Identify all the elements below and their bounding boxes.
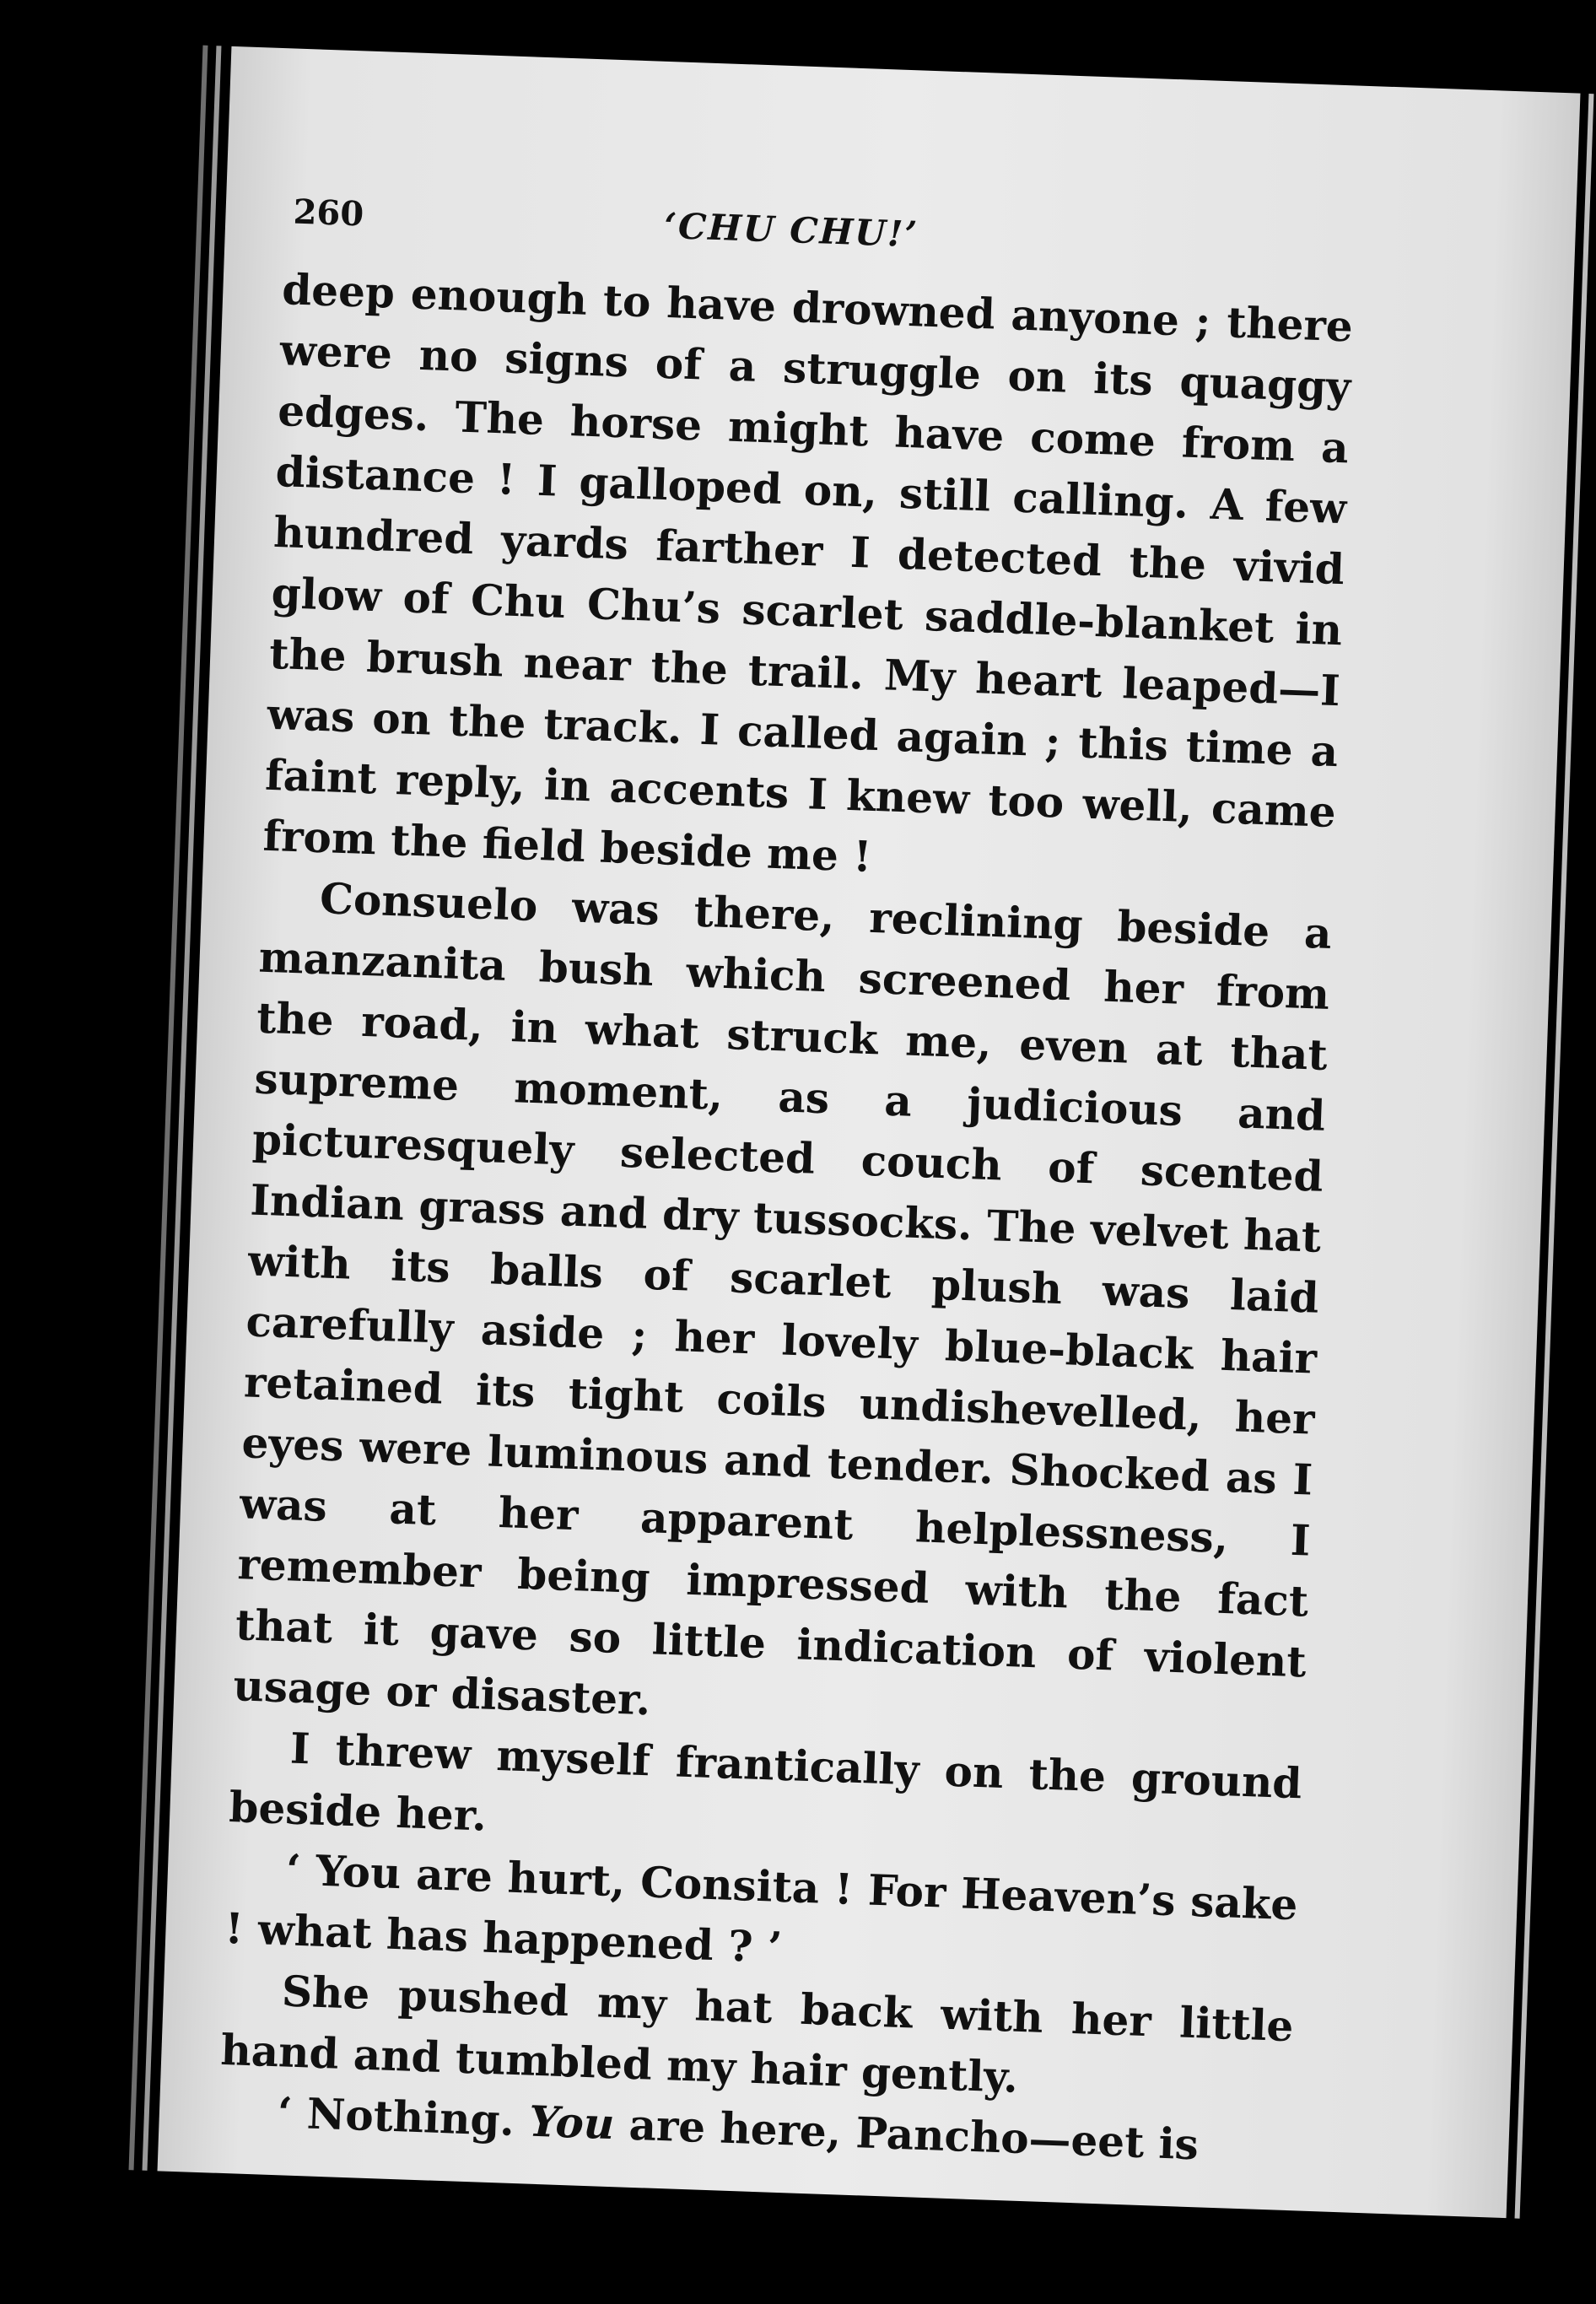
page-edge	[143, 46, 222, 2171]
paragraph-5: She pushed my hat back with her little hand and tumbled my hair gently.	[219, 1966, 1295, 2102]
paragraph-3: I threw myself frantically on the ground beside her.	[228, 1723, 1303, 1841]
paragraph-2: Consuelo was there, reclining beside a manzanita bush which screened her from the road, in what struck me, even at that supreme moment, as a judicious and picturesquely selected couch of scented Indian grass and dry tussocks. The velvet hat with its balls of scarlet plush was laid carefully aside ; her lovely blue-black hair retained its tight coils undishevelled, her eyes were luminous and tender. Shocked as I was at her apparent helplessness, I remember being impressed with the fact that it gave so little indication of violent usage or disaster.	[232, 873, 1333, 1725]
running-head: ‘CHU CHU!’	[663, 204, 919, 256]
emphasized-word: You	[528, 2096, 616, 2150]
paragraph-6-start: ‘ Nothing.	[276, 2087, 531, 2146]
body-text	[218, 259, 1354, 2178]
paragraph-1: deep enough to have drowned anyone ; there were no signs of a struggle on its quaggy edges. The horse might have come from a distance ! I galloped on, still calling. A few hundred yards farther I detected the vivid glow of Chu Chu’s scarlet saddle-blanket in the brush near the trail. My heart leaped—I was on the track. I called again ; this time a faint reply, in accents I knew too well, came from the field beside me !	[262, 264, 1354, 882]
page-number: 260	[292, 192, 364, 235]
page-edge-shadow	[129, 46, 208, 2171]
paragraph-6-end: are here, Pancho—eet is	[613, 2099, 1200, 2170]
book-page	[158, 46, 1581, 2218]
paragraph-4: ‘ You are hurt, Consita ! For Heaven’s sake ! what has happened ? ’	[224, 1844, 1299, 1972]
page-edge-right	[1515, 94, 1594, 2219]
